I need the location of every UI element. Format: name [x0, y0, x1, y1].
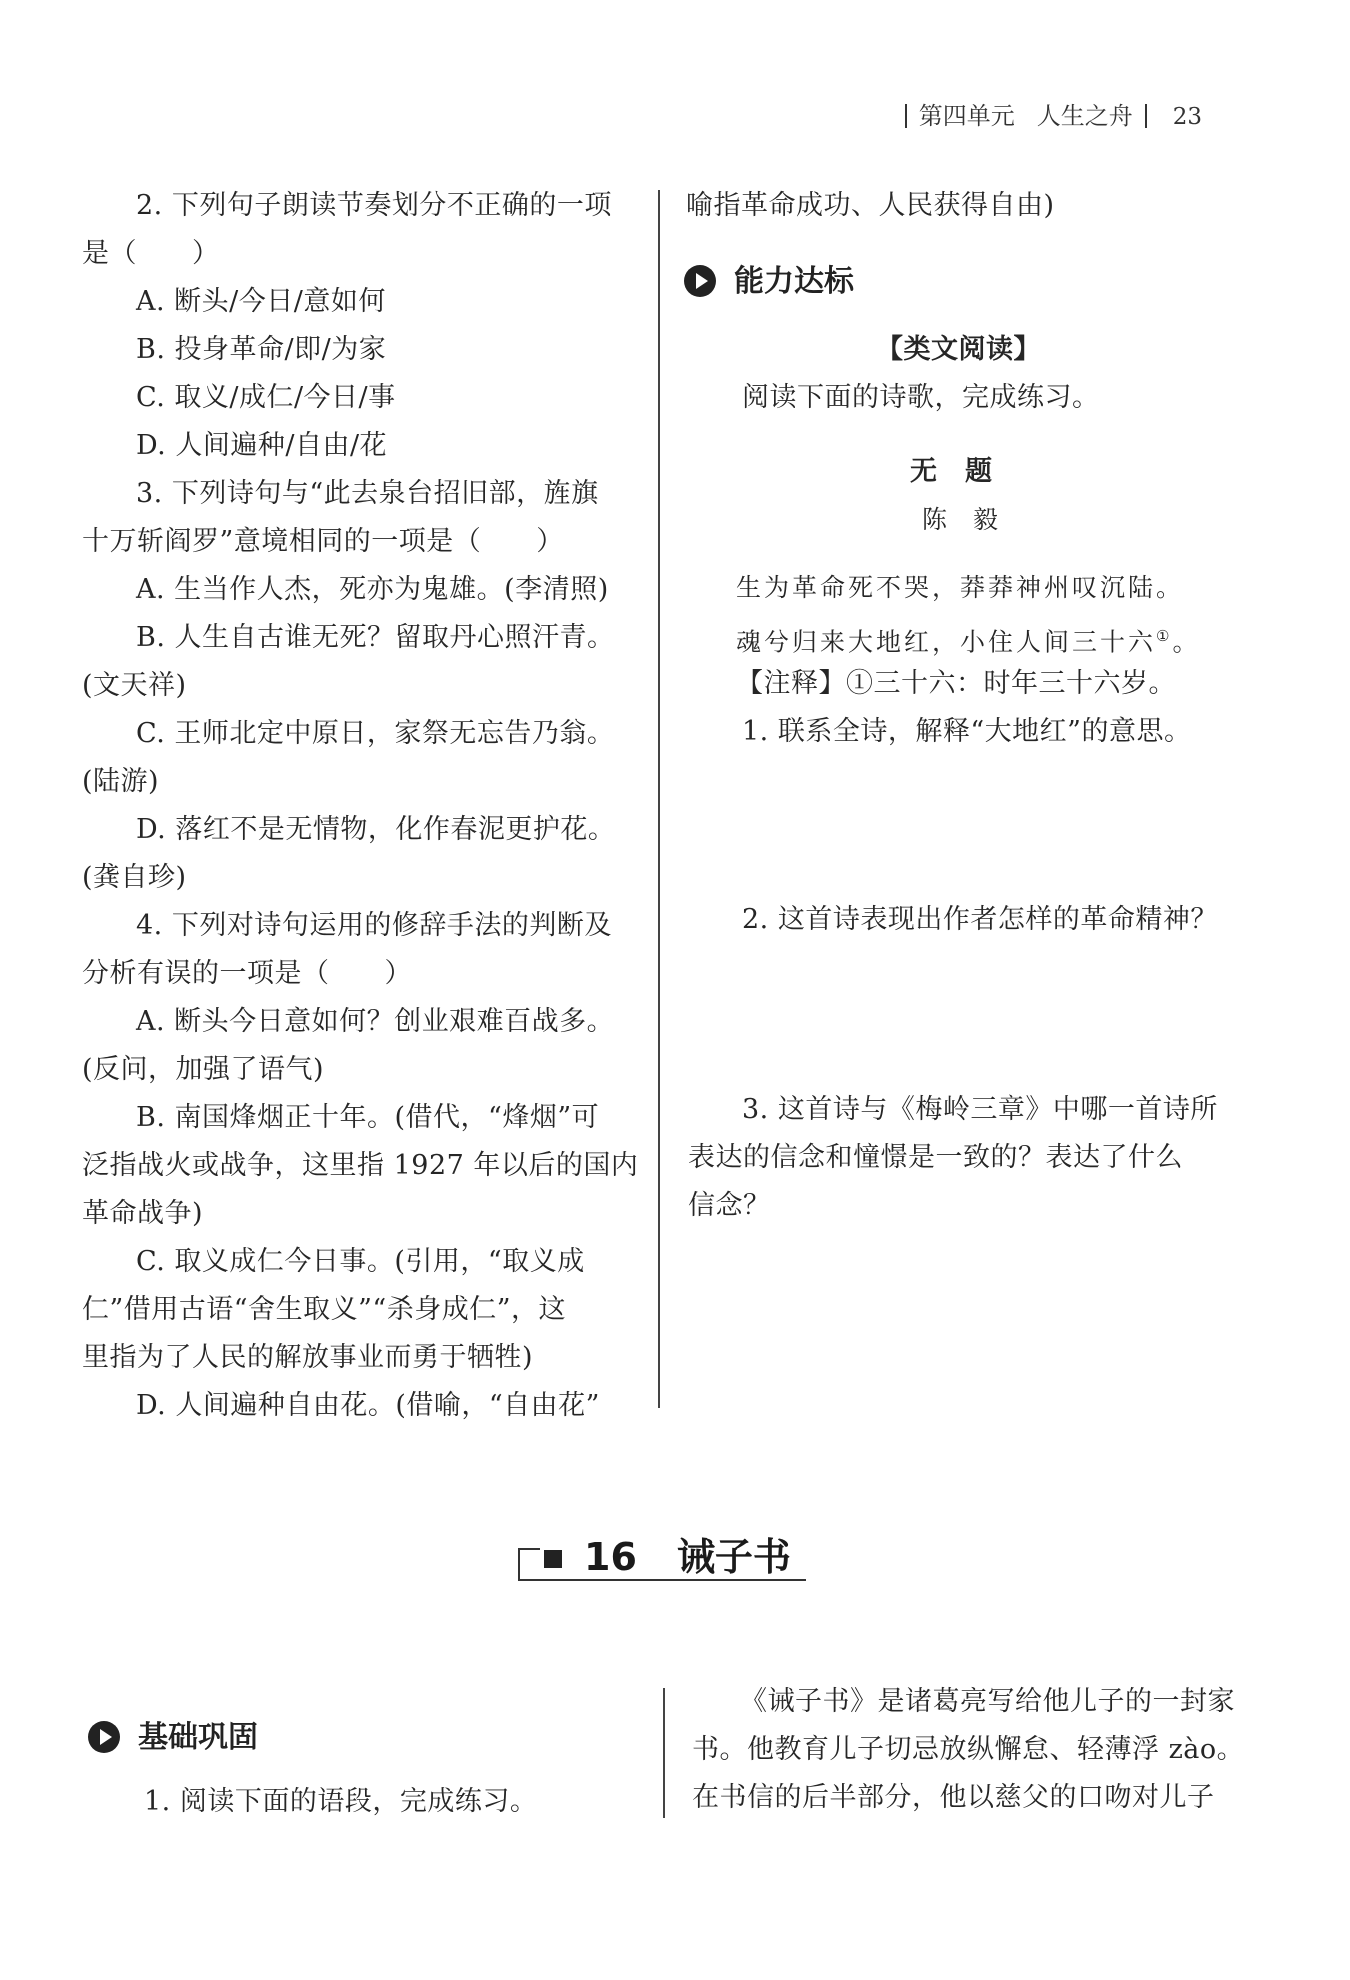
header-divider [905, 104, 907, 128]
question-4-option-b: 革命战争) [82, 1198, 204, 1229]
question-2-option-c: C. 取义/成仁/今日/事 [136, 382, 396, 413]
section-heading-label: 基础巩固 [138, 1720, 258, 1755]
page-number: 23 [1172, 104, 1202, 130]
question-3-option-c: (陆游) [82, 766, 160, 797]
question-4-option-a: A. 断头今日意如何？创业艰难百战多。 [136, 1006, 615, 1037]
question-2-option-b: B. 投身革命/即/为家 [136, 334, 387, 365]
question-4-option-c: C. 取义成仁今日事。(引用，“取义成 [136, 1246, 585, 1277]
continuation-text: 喻指革命成功、人民获得自由) [686, 190, 1055, 221]
reading-question-2: 2. 这首诗表现出作者怎样的革命精神？ [742, 904, 1218, 935]
question-4-option-c: 仁”借用古语“舍生取义”“杀身成仁”，这 [82, 1294, 567, 1325]
footnote-marker: ① [1156, 627, 1173, 645]
section-heading [684, 256, 854, 300]
question-4-option-a: (反问，加强了语气) [82, 1054, 325, 1085]
question-3-stem: 3. 下列诗句与“此去泉台招旧部，旌旗 [136, 478, 599, 509]
reading-instruction: 阅读下面的诗歌，完成练习。 [742, 382, 1100, 413]
poem-line-end: 。 [1172, 627, 1201, 657]
column-divider [658, 190, 660, 1408]
square-icon [544, 1550, 562, 1568]
question-4-stem: 分析有误的一项是（ ） [82, 958, 412, 989]
question-2-option-a: A. 断头/今日/意如何 [136, 286, 386, 317]
question-3-option-c: C. 王师北定中原日，家祭无忘告乃翁。 [136, 718, 615, 749]
question-2-stem: 是（ ） [82, 238, 220, 269]
intro-paragraph: 在书信的后半部分，他以慈父的口吻对儿子 [692, 1782, 1215, 1813]
intro-paragraph: 书。他教育儿子切忌放纵懈怠、轻薄浮 zào。 [692, 1734, 1245, 1765]
play-icon [684, 265, 716, 297]
reading-question-3: 3. 这首诗与《梅岭三章》中哪一首诗所 [742, 1094, 1218, 1125]
question-4-option-b: B. 南国烽烟正十年。(借代，“烽烟”可 [136, 1102, 600, 1133]
lesson-number: 16 [584, 1535, 637, 1579]
question-3-option-d: (龚自珍) [82, 862, 187, 893]
question-4-stem: 4. 下列对诗句运用的修辞手法的判断及 [136, 910, 612, 941]
lesson-name: 诫子书 [676, 1535, 791, 1579]
question-3-option-b: (文天祥) [82, 670, 187, 701]
running-header [893, 96, 1202, 131]
subsection-heading: 【类文阅读】 [876, 334, 1041, 365]
question-4-option-d: D. 人间遍种自由花。(借喻，“自由花” [136, 1390, 600, 1421]
poem-note: 【注释】①三十六：时年三十六岁。 [736, 668, 1176, 699]
unit-label: 第四单元 [918, 102, 1015, 130]
question-3-option-b: B. 人生自古谁无死？留取丹心照汗青。 [136, 622, 615, 653]
section-heading-label: 能力达标 [734, 264, 854, 299]
play-icon [88, 1721, 120, 1753]
reading-question-3: 表达的信念和憧憬是一致的？表达了什么 [688, 1142, 1183, 1173]
intro-paragraph: 《诫子书》是诸葛亮写给他儿子的一封家 [740, 1686, 1235, 1717]
question-4-option-c: 里指为了人民的解放事业而勇于牺牲) [82, 1342, 534, 1373]
question-2-stem: 2. 下列句子朗读节奏划分不正确的一项 [136, 190, 612, 221]
question-3-option-a: A. 生当作人杰，死亦为鬼雄。(李清照) [136, 574, 609, 605]
reading-question-3: 信念？ [688, 1190, 771, 1221]
poem-line-text: 魂兮归来大地红，小住人间三十六 [736, 627, 1157, 657]
poem-author: 陈 毅 [922, 505, 999, 534]
reading-question-1: 1. 联系全诗，解释“大地红”的意思。 [742, 716, 1192, 747]
unit-theme: 人生之舟 [1036, 102, 1133, 130]
lesson-title-frame [518, 1548, 540, 1550]
poem-line: 生为革命死不哭，莽莽神州叹沉陆。 [736, 573, 1185, 602]
question-3-stem: 十万斩阎罗”意境相同的一项是（ ） [82, 526, 564, 557]
header-divider [1145, 104, 1147, 128]
column-divider [663, 1688, 665, 1818]
basic-question-1: 1. 阅读下面的语段，完成练习。 [144, 1786, 538, 1817]
lesson-title [544, 1526, 791, 1581]
question-2-option-d: D. 人间遍种/自由/花 [136, 430, 388, 461]
lesson-title-frame [518, 1548, 520, 1580]
question-3-option-d: D. 落红不是无情物，化作春泥更护花。 [136, 814, 616, 845]
question-4-option-b: 泛指战火或战争，这里指 1927 年以后的国内 [82, 1150, 639, 1181]
poem-line [736, 612, 1200, 666]
poem-title: 无 题 [910, 456, 993, 487]
section-heading [88, 1712, 258, 1756]
